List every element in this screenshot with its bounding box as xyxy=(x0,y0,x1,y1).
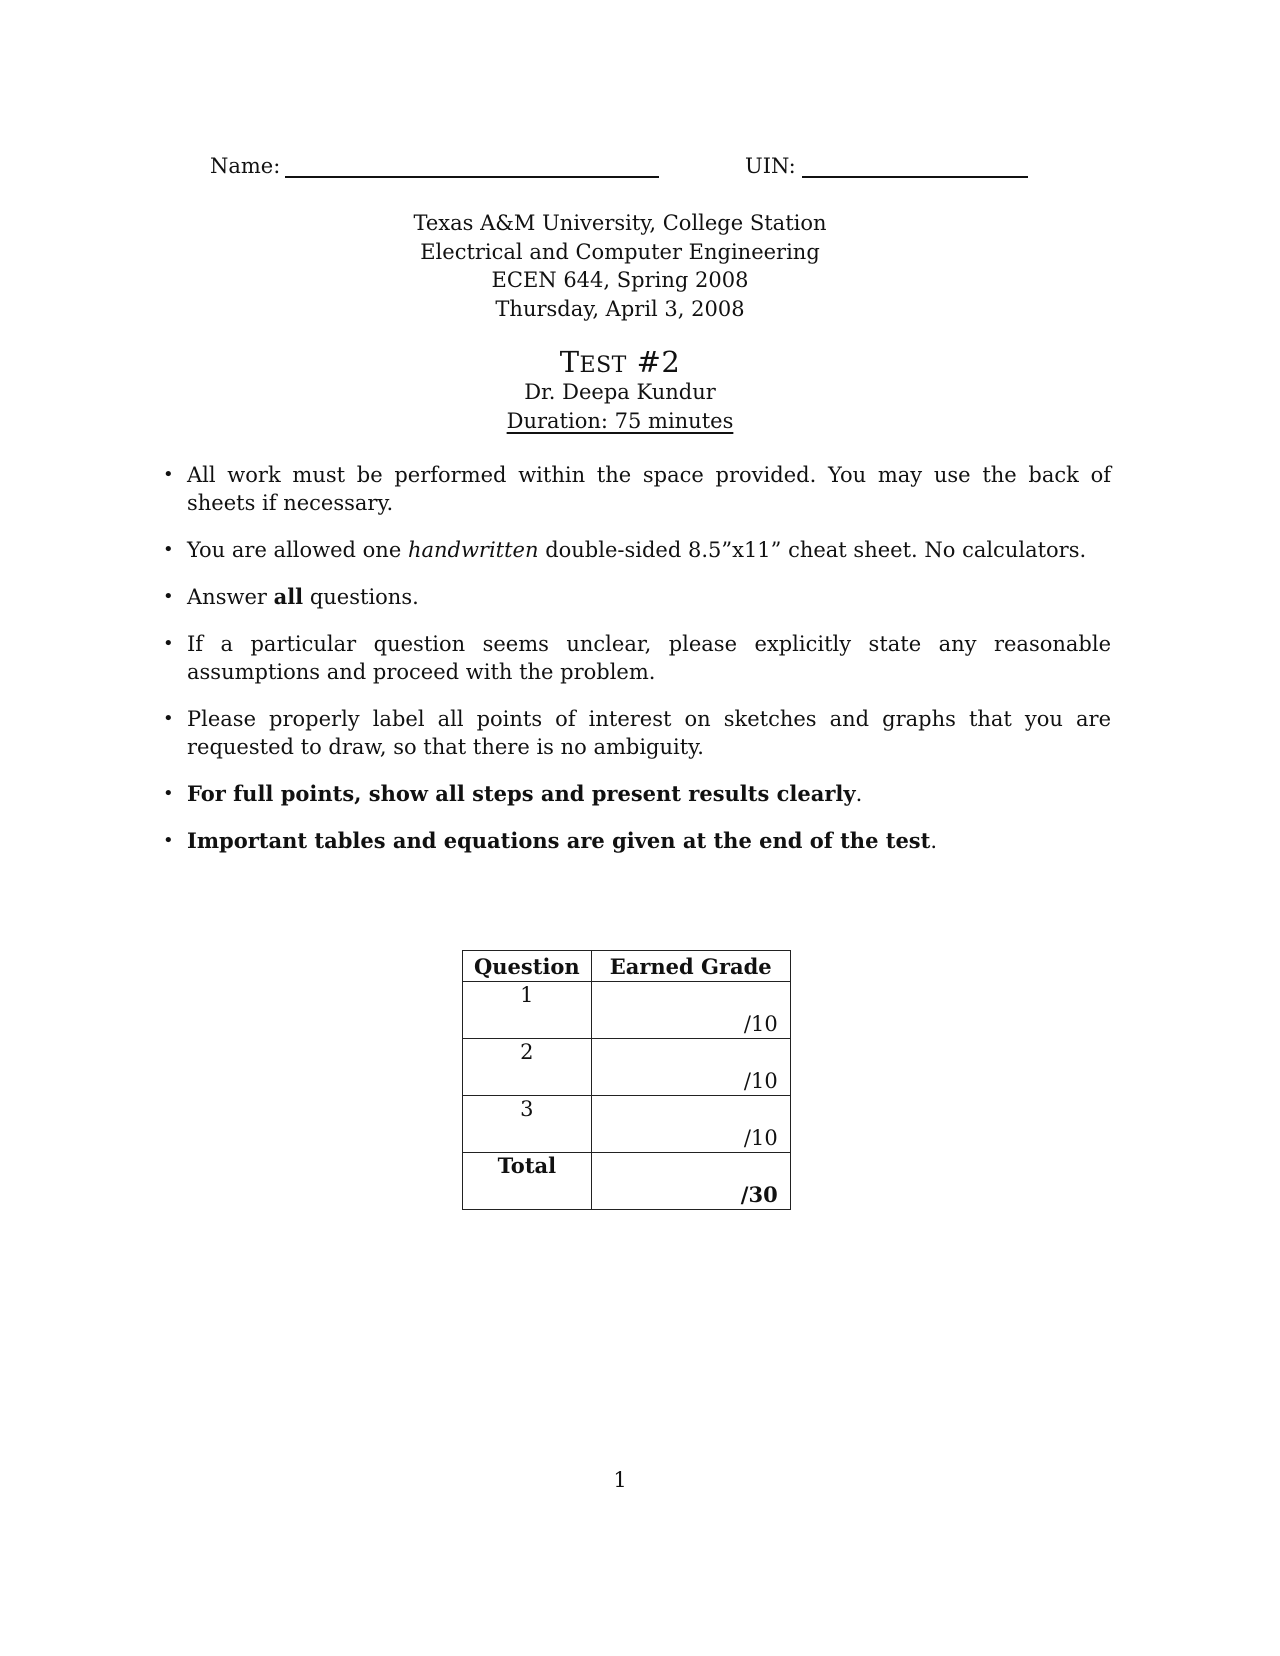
instructor-block xyxy=(0,378,1240,435)
uin-label: UIN: xyxy=(745,154,796,178)
table-row xyxy=(463,1096,791,1153)
exam-date: Thursday, April 3, 2008 xyxy=(495,296,745,321)
instruction-item: • Important tables and equations are given at the end of the test. xyxy=(163,828,938,853)
table-row xyxy=(463,1039,791,1096)
exam-header xyxy=(0,209,1240,323)
question-column-header: Question xyxy=(463,951,592,982)
instruction-item: • Please properly label all points of interest on sketches and graphs that you are requested to draw, so that there is no ambiguity. xyxy=(163,707,1111,759)
total-grade-cell: /30 xyxy=(591,1153,790,1210)
grade-table xyxy=(462,950,791,1210)
bullet-icon: • xyxy=(163,830,174,851)
table-row xyxy=(463,982,791,1039)
instruction-item: • Answer all questions. xyxy=(163,584,419,609)
name-field[interactable] xyxy=(285,176,659,178)
table-header-row xyxy=(463,951,791,982)
grade-column-header: Earned Grade xyxy=(591,951,790,982)
instruction-item: • If a particular question seems unclear, please explicitly state any reasonable assumptions and proceed with the problem. xyxy=(163,632,1111,684)
bullet-icon: • xyxy=(163,464,174,485)
bullet-icon: • xyxy=(163,708,174,729)
course-name: ECEN 644, Spring 2008 xyxy=(491,268,749,292)
instruction-item: • For full points, show all steps and present results clearly. xyxy=(163,781,863,806)
total-label: Total xyxy=(463,1153,592,1210)
bullet-icon: • xyxy=(163,633,174,654)
instruction-item: • You are allowed one handwritten double-sided 8.5”x11” cheat sheet. No calculators. xyxy=(163,538,1087,562)
test-number: #2 xyxy=(636,345,681,379)
page-number: 1 xyxy=(613,1468,627,1492)
bullet-icon: • xyxy=(163,539,174,560)
name-label: Name: xyxy=(210,154,281,178)
bullet-icon: • xyxy=(163,586,174,607)
grade-cell: /10 xyxy=(591,1039,790,1096)
instruction-item: • All work must be performed within the space provided. You may use the back of sheets if necessary. xyxy=(163,463,1111,515)
department-name: Electrical and Computer Engineering xyxy=(420,239,820,264)
grade-cell: /10 xyxy=(591,982,790,1039)
question-number: 3 xyxy=(463,1096,592,1153)
uin-field[interactable] xyxy=(802,176,1028,178)
title-rest: EST xyxy=(579,353,627,378)
instructor-name: Dr. Deepa Kundur xyxy=(524,380,716,404)
exam-duration: Duration: 75 minutes xyxy=(506,408,734,433)
grade-cell: /10 xyxy=(591,1096,790,1153)
title-first-letter: T xyxy=(559,345,580,379)
university-name: Texas A&M University, College Station xyxy=(413,211,827,235)
instructions-list xyxy=(163,461,1111,874)
question-number: 1 xyxy=(463,982,592,1039)
question-number: 2 xyxy=(463,1039,592,1096)
bullet-icon: • xyxy=(163,783,174,804)
table-row-total xyxy=(463,1153,791,1210)
